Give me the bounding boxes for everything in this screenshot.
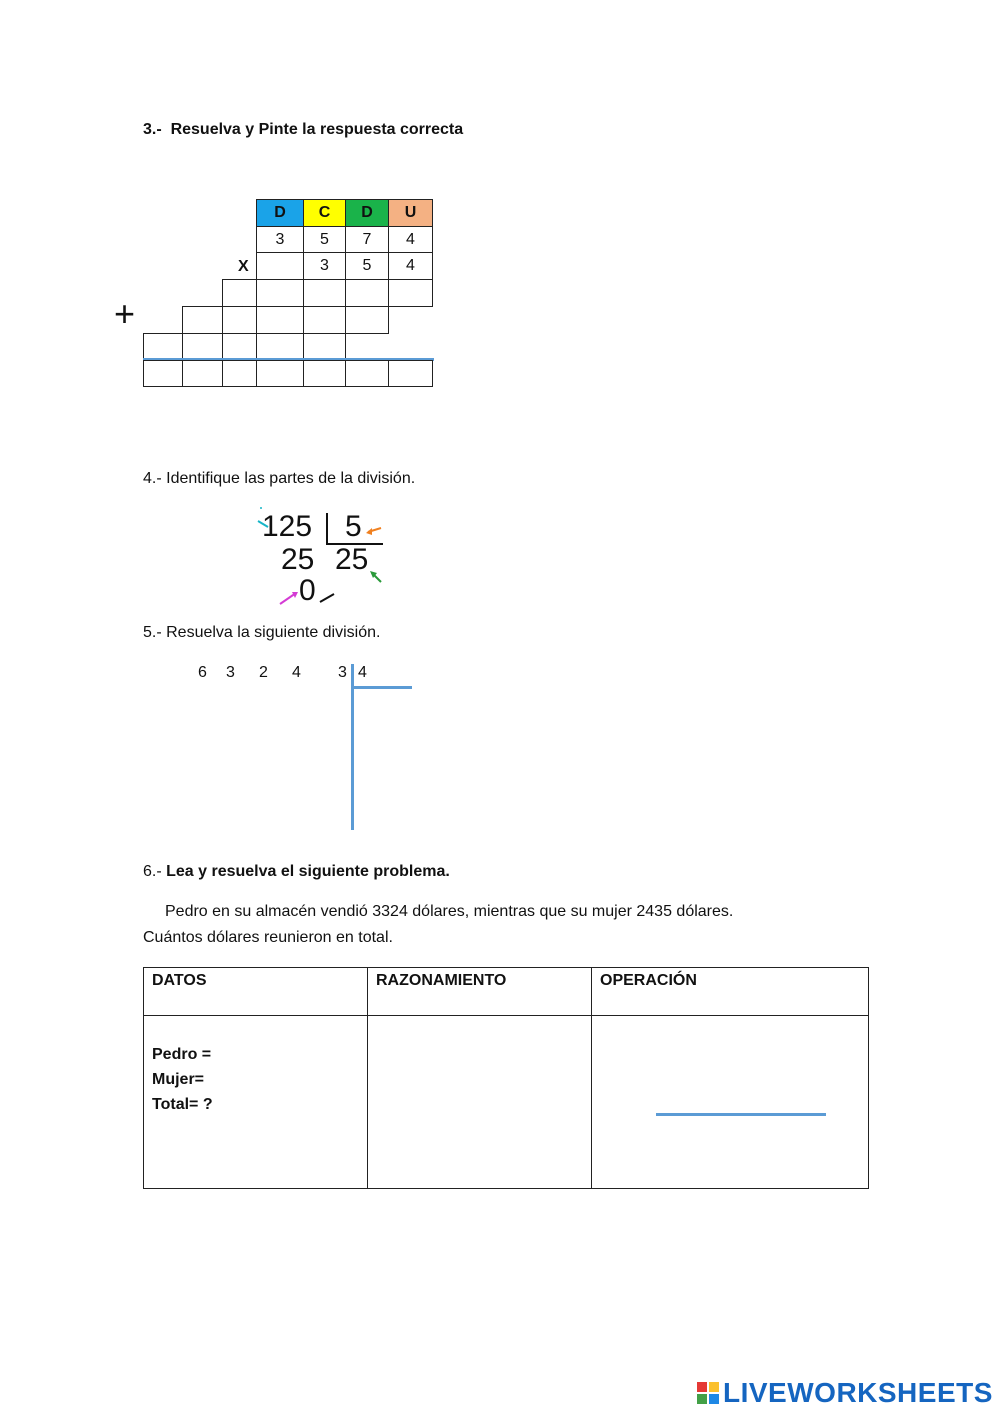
answer-cell[interactable] bbox=[345, 306, 389, 334]
q3-title bbox=[143, 121, 463, 139]
subtracted: 25 bbox=[281, 543, 315, 576]
answer-cell[interactable] bbox=[303, 279, 346, 307]
result-cell[interactable] bbox=[222, 360, 257, 387]
answer-cell[interactable] bbox=[256, 333, 304, 361]
q3-title-text: Resuelva y Pinte la respuesta correcta bbox=[170, 121, 464, 138]
multiplier-digit: 3 bbox=[303, 252, 346, 280]
dividend-digit: 4 bbox=[292, 664, 301, 681]
problem-table bbox=[143, 967, 869, 1189]
multiplicand-digit: 3 bbox=[256, 226, 304, 253]
divisor-digit: 4 bbox=[358, 664, 367, 681]
header-u: U bbox=[388, 199, 433, 227]
answer-cell[interactable] bbox=[222, 279, 257, 307]
column-header-razonamiento: RAZONAMIENTO bbox=[368, 968, 592, 1016]
result-cell[interactable] bbox=[143, 360, 183, 387]
brand-name: LIVEWORKSHEETS bbox=[723, 1377, 993, 1408]
result-cell[interactable] bbox=[388, 360, 433, 387]
remainder-arrow[interactable] bbox=[280, 592, 298, 604]
multiplicand-digit: 7 bbox=[345, 226, 389, 253]
multiplier-digit: 5 bbox=[345, 252, 389, 280]
datos-total: Total= ? bbox=[152, 1096, 213, 1113]
problem-text-line2: Cuántos dólares reunieron en total. bbox=[143, 929, 393, 946]
datos-mujer: Mujer= bbox=[152, 1071, 205, 1088]
q4-title: 4.- Identifique las partes de la división. bbox=[143, 470, 416, 487]
q6-title-text: Lea y resuelva el siguiente problema. bbox=[166, 863, 450, 880]
answer-cell[interactable] bbox=[222, 333, 257, 361]
dividend-digit: 2 bbox=[259, 664, 268, 681]
work-area[interactable] bbox=[180, 692, 480, 827]
quotient-arrow[interactable] bbox=[370, 571, 381, 582]
multiplier-digit: 4 bbox=[388, 252, 433, 280]
dividend-digit: 6 bbox=[198, 664, 207, 681]
pointer-arrows bbox=[250, 500, 390, 610]
dividend-arrow[interactable] bbox=[258, 507, 268, 527]
times-sign: X bbox=[238, 258, 249, 275]
header-c: C bbox=[303, 199, 346, 227]
answer-cell[interactable] bbox=[303, 306, 346, 334]
division-horizontal-line bbox=[351, 686, 412, 689]
answer-cell[interactable] bbox=[182, 306, 223, 334]
column-header-operacion: OPERACIÓN bbox=[592, 968, 869, 1016]
divisor: 5 bbox=[345, 510, 362, 543]
problem-text-line1: Pedro en su almacén vendió 3324 dólares, mientras que su mujer 2435 dólares. bbox=[165, 903, 734, 920]
razonamiento-cell[interactable] bbox=[368, 1016, 592, 1189]
remainder: 0 bbox=[299, 574, 316, 607]
liveworksheets-logo-icon bbox=[697, 1382, 719, 1404]
datos-cell bbox=[144, 1016, 368, 1189]
result-cell[interactable] bbox=[182, 360, 223, 387]
answer-cell[interactable] bbox=[388, 279, 433, 307]
result-cell[interactable] bbox=[345, 360, 389, 387]
result-cell[interactable] bbox=[256, 360, 304, 387]
brand-footer bbox=[697, 1377, 993, 1409]
divisor-digit: 3 bbox=[338, 664, 347, 681]
multiplicand-digit: 4 bbox=[388, 226, 433, 253]
multiplier-digit bbox=[256, 252, 304, 280]
answer-cell[interactable] bbox=[222, 306, 257, 334]
dividend: 125 bbox=[262, 510, 313, 543]
header-d1: D bbox=[256, 199, 304, 227]
column-header-datos: DATOS bbox=[144, 968, 368, 1016]
datos-pedro: Pedro = bbox=[152, 1046, 212, 1063]
divisor-arrow[interactable] bbox=[366, 528, 381, 535]
quotient: 25 bbox=[335, 543, 369, 576]
answer-cell[interactable] bbox=[182, 333, 223, 361]
multiplicand-digit: 5 bbox=[303, 226, 346, 253]
q3-number: 3.- bbox=[143, 121, 162, 138]
q6-number: 6.- bbox=[143, 863, 162, 880]
operation-sum-line bbox=[656, 1113, 826, 1116]
header-d2: D bbox=[345, 199, 389, 227]
answer-cell[interactable] bbox=[345, 279, 389, 307]
result-cell[interactable] bbox=[303, 360, 346, 387]
answer-cell[interactable] bbox=[143, 333, 183, 361]
operacion-cell[interactable] bbox=[592, 1016, 869, 1189]
q5-title: 5.- Resuelva la siguiente división. bbox=[143, 624, 381, 641]
residual-arrow[interactable] bbox=[320, 594, 334, 602]
plus-sign: + bbox=[114, 293, 136, 334]
answer-cell[interactable] bbox=[256, 306, 304, 334]
answer-cell[interactable] bbox=[256, 279, 304, 307]
q6-title bbox=[143, 863, 450, 881]
dividend-digit: 3 bbox=[226, 664, 235, 681]
answer-cell[interactable] bbox=[303, 333, 346, 361]
